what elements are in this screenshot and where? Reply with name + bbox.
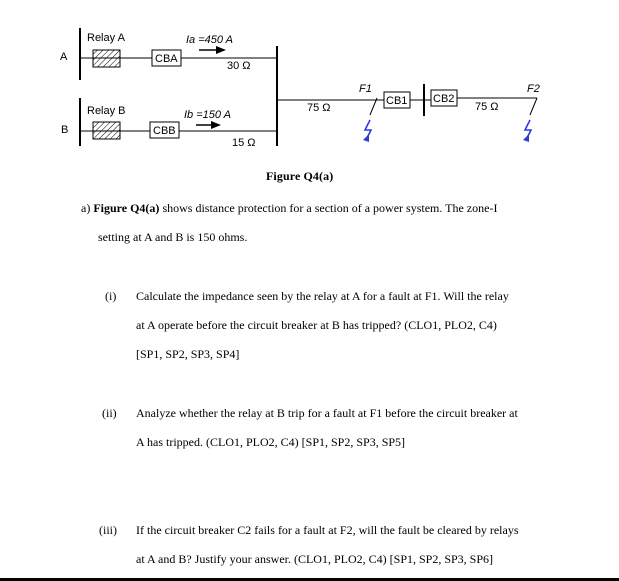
figure-reference: Figure Q4(a) (93, 201, 160, 215)
part-ii-line-1: Analyze whether the relay at B trip for a fault at F1 before the circuit breaker at (136, 406, 518, 420)
bus-b-label: B (61, 124, 69, 136)
cba-label: CBA (155, 53, 178, 65)
part-iii-line-1: If the circuit breaker C2 fails for a fault at F2, will the fault be cleared by relays (136, 523, 519, 537)
question-a-line-2: setting at A and B is 150 ohms. (98, 230, 248, 244)
relay-b-box (93, 122, 120, 139)
part-ii-number: (ii) (102, 406, 117, 420)
line-b-impedance: 15 Ω (232, 137, 256, 149)
relay-b-label: Relay B (87, 105, 126, 117)
power-system-diagram (0, 0, 619, 170)
line-a-impedance: 30 Ω (227, 60, 251, 72)
fault-2-line (530, 98, 537, 115)
question-a-text: shows distance protection for a section of a power system. The zone-I (162, 201, 498, 215)
part-i-number: (i) (105, 289, 117, 303)
question-a-label: a) (81, 201, 91, 215)
part-i-line-1: Calculate the impedance seen by the relay at A for a fault at F1. Will the relay (136, 289, 509, 303)
line-1-impedance: 75 Ω (307, 102, 331, 114)
fault-2-label: F2 (527, 83, 540, 95)
part-i-line-2: at A operate before the circuit breaker at B has tripped? (CLO1, PLO2, C4) (136, 318, 497, 332)
fault-1-label: F1 (359, 83, 372, 95)
part-iii-number: (iii) (99, 523, 117, 537)
fault-1-line (370, 98, 377, 115)
current-a-label: Ia =450 A (186, 34, 233, 46)
relay-a-box (93, 50, 120, 67)
current-b-label: Ib =150 A (184, 109, 231, 121)
line-2-impedance: 75 Ω (475, 101, 499, 113)
bus-a-label: A (60, 51, 68, 63)
cb2-label: CB2 (433, 93, 455, 105)
question-a-line-1 (81, 201, 497, 215)
figure-caption: Figure Q4(a) (266, 169, 334, 183)
relay-a-label: Relay A (87, 32, 125, 44)
cbb-label: CBB (153, 125, 176, 137)
cb1-label: CB1 (386, 95, 408, 107)
part-iii-line-2: at A and B? Justify your answer. (CLO1, PLO2, C4) [SP1, SP2, SP3, SP6] (136, 552, 494, 566)
part-i-line-3: [SP1, SP2, SP3, SP4] (136, 347, 240, 361)
part-ii-line-2: A has tripped. (CLO1, PLO2, C4) [SP1, SP2, SP3, SP5] (136, 435, 406, 449)
